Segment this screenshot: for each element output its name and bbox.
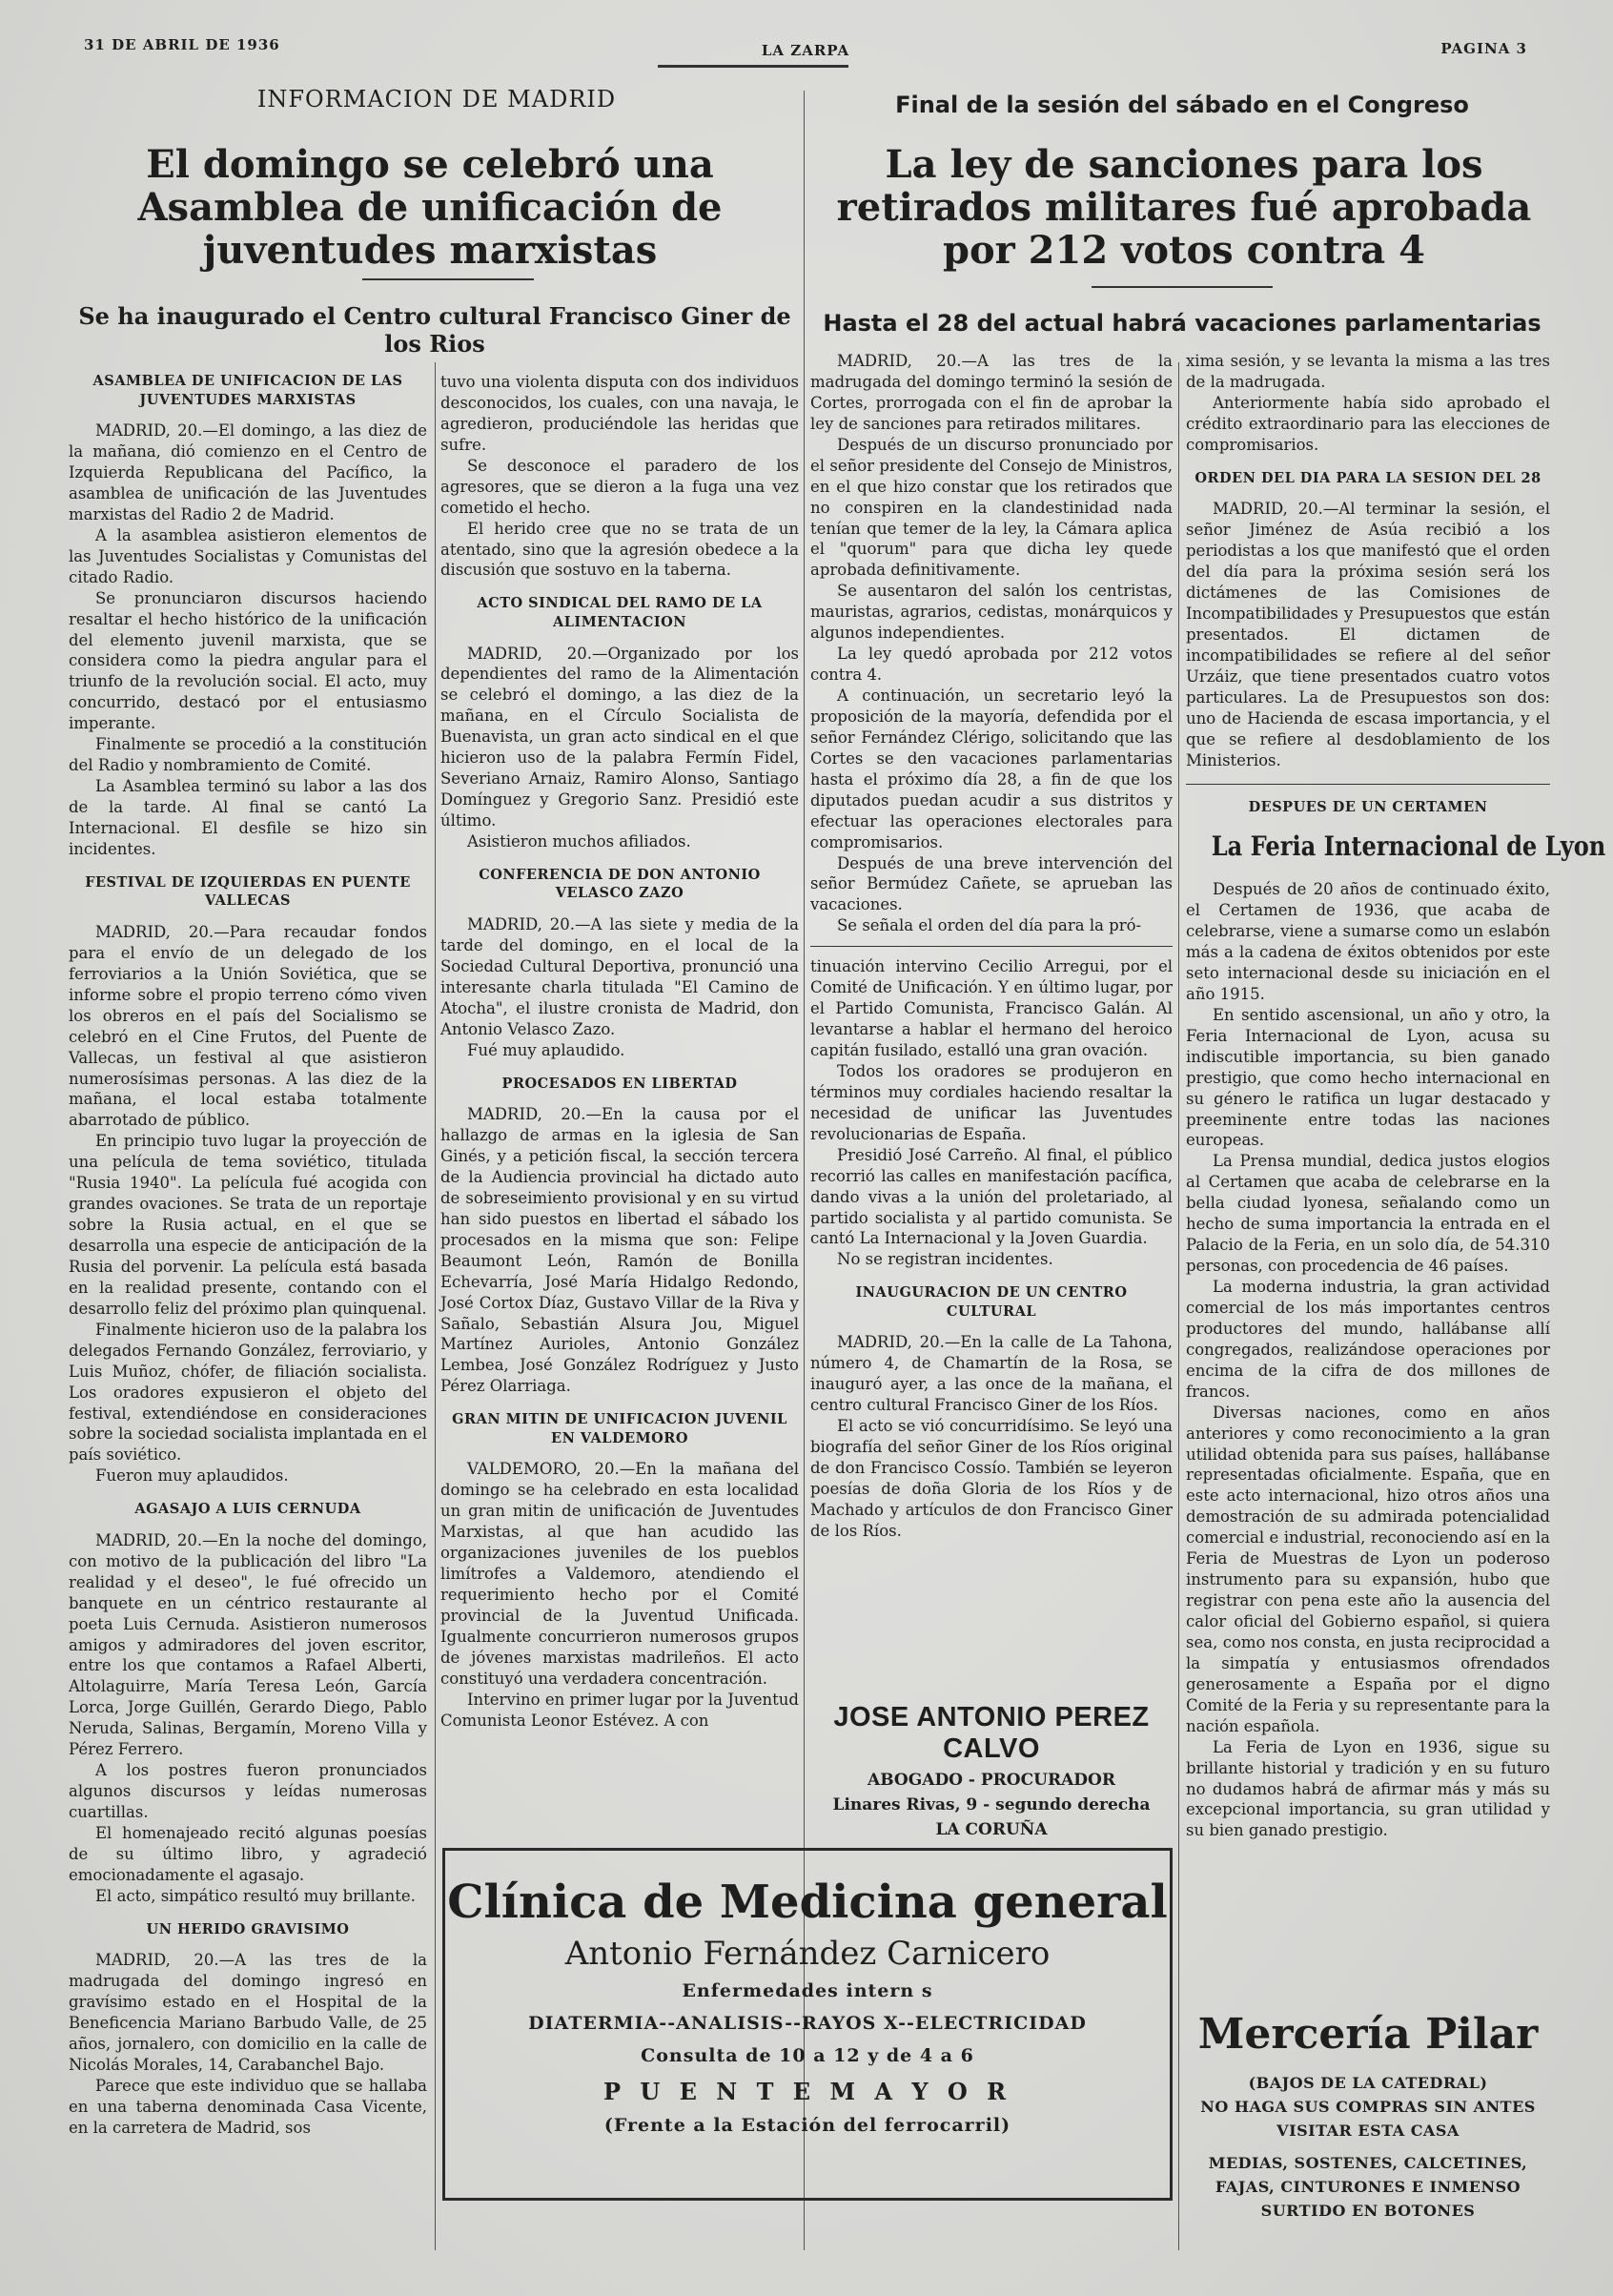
article-paragraph: A continuación, un secretario leyó la proposición de la mayoría, defendida por el señor Fernández Clérigo, solicitando que las Cortes se den vacaciones parlamentarias hasta el próximo día 28, a fin de que los diputados puedan acudir a sus distritos y efectuar las operaciones electorales para compromisarios. (810, 687, 1173, 851)
divider (1186, 784, 1550, 785)
article-paragraph: El acto se vió concurridísimo. Se leyó una biografía del señor Giner de los Ríos original de don Francisco Cossío. También se leyeron poesías de doña Gloria de los Ríos y de Machado y artículos de don Francisco Giner de los Ríos. (810, 1417, 1173, 1540)
article-paragraph: La moderna industria, la gran actividad comercial de los más importantes centros productores del mundo, hallábanse allí congregados, realizándose operaciones por encima de la cifra de dos millones de francos. (1186, 1278, 1550, 1401)
merceria-name: Mercería Pilar (1197, 2010, 1539, 2059)
article-heading: PROCESADOS EN LIBERTAD (501, 1075, 738, 1092)
article-paragraph: Fueron muy aplaudidos. (95, 1466, 289, 1486)
clinic-title: Clínica de Medicina general (447, 1876, 1168, 1929)
merceria-line: NO HAGA SUS COMPRAS SIN ANTES (1200, 2097, 1536, 2116)
left-subhead: Se ha inaugurado el Centro cultural Francisco Giner de los Rios (78, 302, 791, 358)
clinic-place: P U E N T E M A Y O R (602, 2078, 1012, 2105)
column-3 (810, 351, 1173, 1542)
merceria-line: VISITAR ESTA CASA (1276, 2121, 1460, 2140)
column-divider (1178, 362, 1179, 2250)
article-paragraph: Diversas naciones, como en años anteriores y como reconocimiento a la gran utilidad obtenida para sus países, hallábanse representadas oficialmente. España, que en este acto internacional, hizo otros años una demostración de su admirada potencialidad comercial e industrial, reconociendo así en la Feria de Muestras de Lyon un poderoso instrumento para su expansión, hubo que registrar con pena este año la ausencia del calor oficial del Gobierno español, si quiera sea, como nos consta, en justa reciprocidad a la simpatía y entusiasmos ofrendados generosamente a España por el digno Comité de la Feria y su representante para la nación española. (1186, 1403, 1550, 1735)
article-paragraph: Se ausentaron del salón los centristas, mauristas, agrarios, cedistas, monárquicos y algunos independientes. (810, 582, 1173, 643)
clinic-advert (442, 1848, 1173, 2201)
article-paragraph: tuvo una violenta disputa con dos individuos desconocidos, los cuales, con una navaja, le agredieron, produciéndole las heridas que sufre. (440, 373, 799, 454)
article-paragraph: MADRID, 20.—El domingo, a las diez de la mañana, dió comienzo en el Centro de Izquierda Republicana del Pacífico, la asamblea de unificación de las Juventudes marxistas del Radio 2 de Madrid. (69, 421, 427, 523)
page-number: PAGINA 3 (1440, 40, 1527, 57)
advert-city: LA CORUÑA (935, 1820, 1048, 1839)
article-paragraph: MADRID, 20.—En la causa por el hallazgo de armas en la iglesia de San Ginés, y a petición fiscal, la sección tercera de la Audiencia provincial ha dictado auto de sobreseimiento provisional y en su virtud han sido puestos en libertad el sábado los procesados en la misma que son: Felipe Beaumont León, Ramón de Bonilla Echevarría, José María Hidalgo Redondo, José Cortox Díaz, Gustavo Villar de la Riva y Sañalo, Sebastián Alsura Jou, Miguel Martínez Aurioles, Antonio González Lembea, José González Rodríguez y Justo Pérez Olarriaga. (440, 1105, 799, 1396)
article-paragraph: Parece que este individuo que se hallaba en una taberna denominada Casa Vicente, en la carretera de Madrid, sos (69, 2076, 427, 2137)
article-paragraph: La ley quedó aprobada por 212 votos contra 4. (810, 645, 1173, 685)
article-paragraph: El herido cree que no se trata de un atentado, sino que la agresión obedece a la discusión que sostuvo en la taberna. (440, 519, 799, 580)
newspaper-name: LA ZARPA (761, 42, 850, 59)
article-heading: DESPUES DE UN CERTAMEN (1248, 799, 1488, 816)
article-paragraph: Después de una breve intervención del señor Bermúdez Cañete, se aprueban las vacaciones. (810, 853, 1173, 914)
clinic-doctor: Antonio Fernández Carnicero (564, 1935, 1051, 1973)
article-paragraph: VALDEMORO, 20.—En la mañana del domingo se ha celebrado en esta localidad un gran mitin de unificación de Juventudes Marxistas, al que han acudido las organizaciones juveniles de los pueblos limítrofes a Valdemoro, atendiendo el requerimiento hecho por el Comité provincial de la Juventud Unificada. Igualmente concurrieron numerosos grupos de jóvenes marxistas madrileños. El acto constituyó una verdadera concentración. (440, 1460, 799, 1688)
article-paragraph: El acto, simpático resultó muy brillante. (95, 1886, 416, 1905)
article-paragraph: tinuación intervino Cecilio Arregui, por el Comité de Unificación. Y en último lugar, por el Partido Comunista, Francisco Galán. Al levantarse a hablar el hermano del heroico capitán fusilado, estalló una gran ovación. (810, 957, 1173, 1059)
article-paragraph: Se señala el orden del día para la pró- (837, 916, 1142, 935)
column-divider (435, 362, 436, 2250)
article-paragraph: Finalmente se procedió a la constitución del Radio y nombramiento de Comité. (69, 735, 427, 775)
article-paragraph: La Feria de Lyon en 1936, sigue su brillante historial y tradición y en su futuro no dudamos habrá de afirmar más y más su excepcional importancia, su gran utilidad y su bien ganado prestigio. (1186, 1737, 1550, 1840)
article-paragraph: Después de 20 años de continuado éxito, el Certamen de 1936, que acaba de celebrarse, viene a sumarse como un eslabón más a la cadena de éxitos obtenidos por este seto internacional desde su iniciación en el año 1915. (1186, 880, 1550, 1003)
clinic-specialty: Enfermedades intern s (682, 1980, 933, 2001)
article-paragraph: A la asamblea asistieron elementos de las Juventudes Socialistas y Comunistas del citado Radio. (69, 525, 427, 586)
article-paragraph: Anteriormente había sido aprobado el crédito extraordinario para las elecciones de compromisarios. (1186, 393, 1550, 454)
column-1 (69, 372, 427, 2139)
article-paragraph: MADRID, 20.—Para recaudar fondos para el envío de un delegado de los ferroviarios a la Unión Soviética, que se informe sobre el propio terreno cómo viven los obreros en el país del Socialismo se celebró en el Cine Frutos, del Puente de Vallecas, un festival al que asistieron numerosísimas personas. A las diez de la mañana, el local estaba totalmente abarrotado de público. (69, 922, 427, 1130)
article-paragraph: Intervino en primer lugar por la Juventud Comunista Leonor Estévez. A con (440, 1690, 799, 1730)
article-paragraph: El homenajeado recitó algunas poesías de su último libro, y agradeció emocionadamente el agasajo. (69, 1823, 427, 1884)
article-heading: AGASAJO A LUIS CERNUDA (134, 1501, 361, 1518)
lyon-feature-title: La Feria Internacional de Lyon (1211, 830, 1606, 862)
article-paragraph: La Prensa mundial, dedica justos elogios al Certamen que acaba de celebrarse en la bella ciudad lyonesa, señalando como un hecho de suma importancia la entrada en el Palacio de la Feria, en un solo día, de 54.310 personas, con procedencia de 46 países. (1186, 1152, 1550, 1276)
column-2 (440, 372, 799, 1732)
article-paragraph: Se desconoce el paradero de los agresores, que se dieron a la fuga una vez cometido el hecho. (440, 456, 799, 517)
article-heading: UN HERIDO GRAVISIMO (146, 1920, 350, 1937)
article-paragraph: MADRID, 20.—En la noche del domingo, con motivo de la publicación del libro "La realidad y el deseo", le fué ofrecido un banquete en un céntrico restaurante al poeta Luis Cernuda. Asistieron numerosos amigos y admiradores del joven escritor, entre los que contamos a Rafael Alberti, Altolaguirre, María Teresa León, García Lorca, Jorge Guillén, Gerardo Diego, Pablo Neruda, Salinas, Bergamín, Moreno Villa y Pérez Ferrero. (69, 1530, 427, 1759)
page-date: 31 DE ABRIL DE 1936 (84, 36, 280, 53)
running-head (84, 36, 1527, 57)
article-paragraph: MADRID, 20.—A las tres de la madrugada del domingo terminó la sesión de Cortes, prorrogada con el fin de aprobar la ley de sanciones para retirados militares. (810, 352, 1173, 433)
article-paragraph: Fué muy aplaudido. (467, 1040, 625, 1059)
advert-title: ABOGADO - PROCURADOR (868, 1771, 1115, 1790)
article-paragraph: Finalmente hicieron uso de la palabra los delegados Fernando González, ferroviario, y Luis Muñoz, chófer, de filiación socialista. Los oradores expusieron el objeto del festival, extendiéndose en consideraciones sobre la sociedad socialista implantada en el país soviético. (69, 1320, 427, 1465)
article-heading: ORDEN DEL DIA PARA LA SESION DEL 28 (1194, 469, 1542, 486)
clinic-services: DIATERMIA--ANALISIS--RAYOS X--ELECTRICIDAD (528, 2013, 1087, 2034)
article-paragraph: En sentido ascensional, un año y otro, la Feria Internacional de Lyon, acusa su indiscutible importancia, su bien ganado prestigio, que como hecho internacional en su género le ratifica un lugar destacado y preeminente entre todas las naciones europeas. (1186, 1005, 1550, 1150)
lawyer-advert (810, 1702, 1173, 1839)
article-paragraph: Presidió José Carreño. Al final, el público recorrió las calles en manifestación pacífica, dando vivas a la unión del proletariado, al partido socialista y al partido comunista. Se cantó La Internacional y la Joven Guardia. (810, 1145, 1173, 1248)
article-paragraph: A los postres fueron pronunciados algunos discursos y leídas numerosas cuartillas. (69, 1761, 427, 1821)
right-subhead: Hasta el 28 del actual habrá vacaciones parlamentarias (823, 310, 1542, 337)
article-heading: ASAMBLEA DE UNIFICACION DE LAS JUVENTUDES MARXISTAS (92, 373, 403, 408)
article-paragraph: La Asamblea terminó su labor a las dos de la tarde. Al final se cantó La Internacional. El desfile se hizo sin incidentes. (69, 777, 427, 858)
article-heading: INAUGURACION DE UN CENTRO CULTURAL (855, 1284, 1128, 1320)
header-rule (658, 65, 848, 68)
advert-name: JOSE ANTONIO PEREZ CALVO (833, 1702, 1150, 1764)
article-paragraph: MADRID, 20.—Al terminar la sesión, el señor Jiménez de Asúa recibió a los periodistas a los que manifestó que el orden del día para la próxima sesión será los dictámenes de las Comisiones de Incompatibilidades y Presupuestos que están presentados. El dictamen de incompatibilidades se refiere al del señor Urzáiz, que tiene presentados cuatro votos particulares. La de Presupuestos son dos: uno de Hacienda de escasa importancia, y el que se refiere al desdoblamiento de los Ministerios. (1186, 500, 1550, 769)
article-paragraph: xima sesión, y se levanta la misma a las tres de la madrugada. (1186, 352, 1550, 391)
article-heading: ACTO SINDICAL DEL RAMO DE LA ALIMENTACION (477, 595, 763, 630)
merceria-line: (BAJOS DE LA CATEDRAL) (1248, 2074, 1488, 2092)
article-paragraph: MADRID, 20.—En la calle de La Tahona, número 4, de Chamartín de la Rosa, se inauguró ayer, a las once de la mañana, el centro cultural Francisco Giner de los Ríos. (810, 1333, 1173, 1415)
left-headline: El domingo se celebró una Asamblea de unificación de juventudes marxistas (137, 142, 723, 274)
clinic-location: (Frente a la Estación del ferrocarril) (603, 2115, 1011, 2136)
left-section-label: INFORMACION DE MADRID (256, 86, 617, 113)
right-headline: La ley de sanciones para los retirados militares fué aprobada por 212 votos contra 4 (836, 142, 1532, 274)
article-paragraph: Asistieron muchos afiliados. (467, 831, 691, 851)
article-paragraph: En principio tuvo lugar la proyección de una película de tema soviético, titulada "Rusia 1940". La película fué acogida con grandes ovaciones. Se trata de un reportaje sobre la Rusia actual, en el que se desarrolla una especie de anticipación de la Rusia del porvenir. La película está basada en la realidad presente, contando con el desarrollo feliz del próximo plan quinquenal. (69, 1132, 427, 1318)
article-heading: FESTIVAL DE IZQUIERDAS EN PUENTE VALLECAS (85, 873, 411, 910)
article-paragraph: MADRID, 20.—A las siete y media de la tarde del domingo, en el local de la Sociedad Cultural Deportiva, pronunció una interesante charla titulada "El Camino de Atocha", el ilustre cronista de Madrid, don Antonio Velasco Zazo. (440, 915, 799, 1038)
right-section-label: Final de la sesión del sábado en el Congreso (895, 92, 1469, 118)
article-paragraph: No se registran incidentes. (837, 1250, 1053, 1269)
article-paragraph: Se pronunciaron discursos haciendo resaltar el hecho histórico de la unificación del elemento juvenil marxista, que se considera como la piedra angular para el triunfo de la revolución social. El acto, muy concurrido, destacó por el entusiasmo imperante. (69, 588, 427, 733)
divider (810, 946, 1173, 947)
merceria-advert (1186, 2010, 1550, 2224)
article-paragraph: Todos los oradores se produjeron en términos muy cordiales haciendo resaltar la necesidad de unificar las Juventudes revolucionarias de España. (810, 1061, 1173, 1143)
article-paragraph: MADRID, 20.—A las tres de la madrugada del domingo ingresó en gravísimo estado en el Hospital de la Beneficencia Mariano Barbudo Valle, de 25 años, jornalero, con domicilio en la calle de Nicolás Morales, 14, Carabanchel Bajo. (69, 1951, 427, 2074)
article-paragraph: MADRID, 20.—Organizado por los dependientes del ramo de la Alimentación se celebró el domingo, a las diez de la mañana, en el Círculo Socialista de Buenavista, un gran acto sindical en el que hicieron uso de la palabra Fermín Fidel, Severiano Arnaiz, Ramiro Alonso, Santiago Domínguez y Gregorio Sanz. Presidió este último. (440, 644, 799, 830)
article-paragraph: Después de un discurso pronunciado por el señor presidente del Consejo de Ministros, en el que hizo constar que los retirados que no conspiren en la clandestinidad nada tenían que temer de la ley, la Cámara aplica el "quorum" para que dicha ley quede aprobada definitivamente. (810, 435, 1173, 580)
headline-rule (362, 278, 534, 280)
clinic-hours: Consulta de 10 a 12 y de 4 a 6 (641, 2045, 974, 2066)
headline-rule (1092, 286, 1273, 288)
article-heading: CONFERENCIA DE DON ANTONIO VELASCO ZAZO (479, 866, 761, 902)
advert-address: Linares Rivas, 9 - segundo derecha (832, 1795, 1151, 1814)
column-4 (1186, 351, 1606, 1841)
article-heading: GRAN MITIN DE UNIFICACION JUVENIL EN VALDEMORO (452, 1411, 787, 1446)
merceria-line: MEDIAS, SOSTENES, CALCETINES, FAJAS, CINTURONES E INMENSO SURTIDO EN BOTONES (1208, 2154, 1528, 2220)
